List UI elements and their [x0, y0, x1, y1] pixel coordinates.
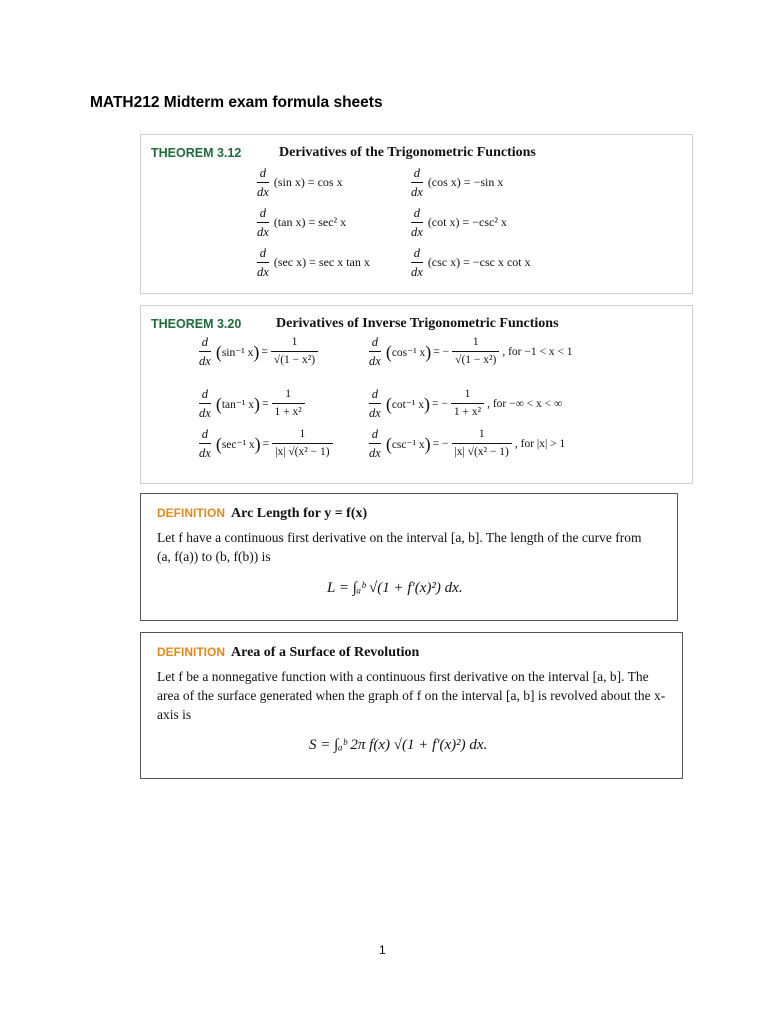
definition-arc-length-box: [140, 493, 678, 621]
arc-length-formula: L = ∫ₐᵇ √(1 + f′(x)²) dx.: [327, 580, 463, 596]
derivative-operator: d dx: [411, 246, 423, 279]
definition-header: [157, 506, 367, 522]
formula-cos: d dx (cos x) = −sin x: [411, 166, 504, 199]
definition-text: Let f have a continuous first derivative on the interval [a, b]. The length of the curve from (a, f(a)) to (b, f(b)) is: [157, 530, 642, 564]
formula-csc: d dx (csc x) = −csc x cot x: [411, 246, 531, 279]
derivative-operator: d dx: [199, 387, 211, 420]
formula-arccsc: d dx ( csc⁻¹ x ) = − $\frac{1}{\text{|x| √(x² − 1)}}$ , for |x| > 1: [369, 427, 566, 460]
theorem-title: Derivatives of the Trigonometric Functions: [279, 145, 536, 160]
formula-tan: d dx (tan x) = sec² x: [257, 206, 347, 239]
derivative-operator: d dx: [369, 387, 381, 420]
theorem-label: THEOREM 3.12: [151, 146, 242, 160]
definition-label: DEFINITION: [157, 645, 225, 659]
document-title: MATH212 Midterm exam formula sheets: [90, 94, 383, 111]
derivative-operator: d dx: [369, 427, 381, 460]
derivative-operator: d dx: [411, 166, 423, 199]
derivative-operator: d dx: [411, 206, 423, 239]
surface-area-formula: S = ∫ₐᵇ 2π f(x) √(1 + f′(x)²) dx.: [309, 737, 488, 753]
formula-arccos: d dx ( cos⁻¹ x ) = − $\frac{1}{\text{√(1 − x²)}}$ , for −1 < x < 1: [369, 335, 573, 368]
formula-arctan: d dx ( tan⁻¹ x ) = $\frac{1}{\text{1 + x²}}$: [199, 388, 308, 419]
theorem-trig-box: [140, 134, 693, 294]
theorem-inverse-box: [140, 305, 693, 484]
definition-header: [157, 645, 419, 661]
derivative-operator: d dx: [369, 335, 381, 368]
definition-title: Area of a Surface of Revolution: [231, 645, 420, 660]
definition-title: Arc Length for y = f(x): [231, 506, 368, 521]
derivative-operator: d dx: [257, 166, 269, 199]
derivative-operator: d dx: [257, 246, 269, 279]
definition-surface-box: [140, 632, 683, 779]
formula-sin: d dx (sin x) = cos x: [257, 166, 343, 199]
page-number: 1: [379, 943, 386, 957]
derivative-operator: d dx: [257, 206, 269, 239]
formula-arcsin: d dx ( sin⁻¹ x ) = $\frac{1}{\text{√(1 − x²)}}$: [199, 336, 321, 367]
theorem-label: THEOREM 3.20: [151, 317, 242, 331]
definition-text: Let f be a nonnegative function with a continuous first derivative on the interval [a, b]. The area of the surface generated when the graph of f on the interval [a, b] is revolved about the x-axis is: [157, 669, 666, 722]
formula-sec: d dx (sec x) = sec x tan x: [257, 246, 370, 279]
derivative-operator: d dx: [199, 335, 211, 368]
formula-arccot: d dx ( cot⁻¹ x ) = − $\frac{1}{\text{1 + x²}}$ , for −∞ < x < ∞: [369, 387, 563, 420]
derivative-operator: d dx: [199, 427, 211, 460]
formula-arcsec: d dx ( sec⁻¹ x ) = $\frac{1}{\text{|x| √(x² − 1)}}$: [199, 428, 336, 459]
definition-label: DEFINITION: [157, 506, 225, 520]
formula-cot: d dx (cot x) = −csc² x: [411, 206, 507, 239]
theorem-title: Derivatives of Inverse Trigonometric Functions: [276, 316, 559, 331]
